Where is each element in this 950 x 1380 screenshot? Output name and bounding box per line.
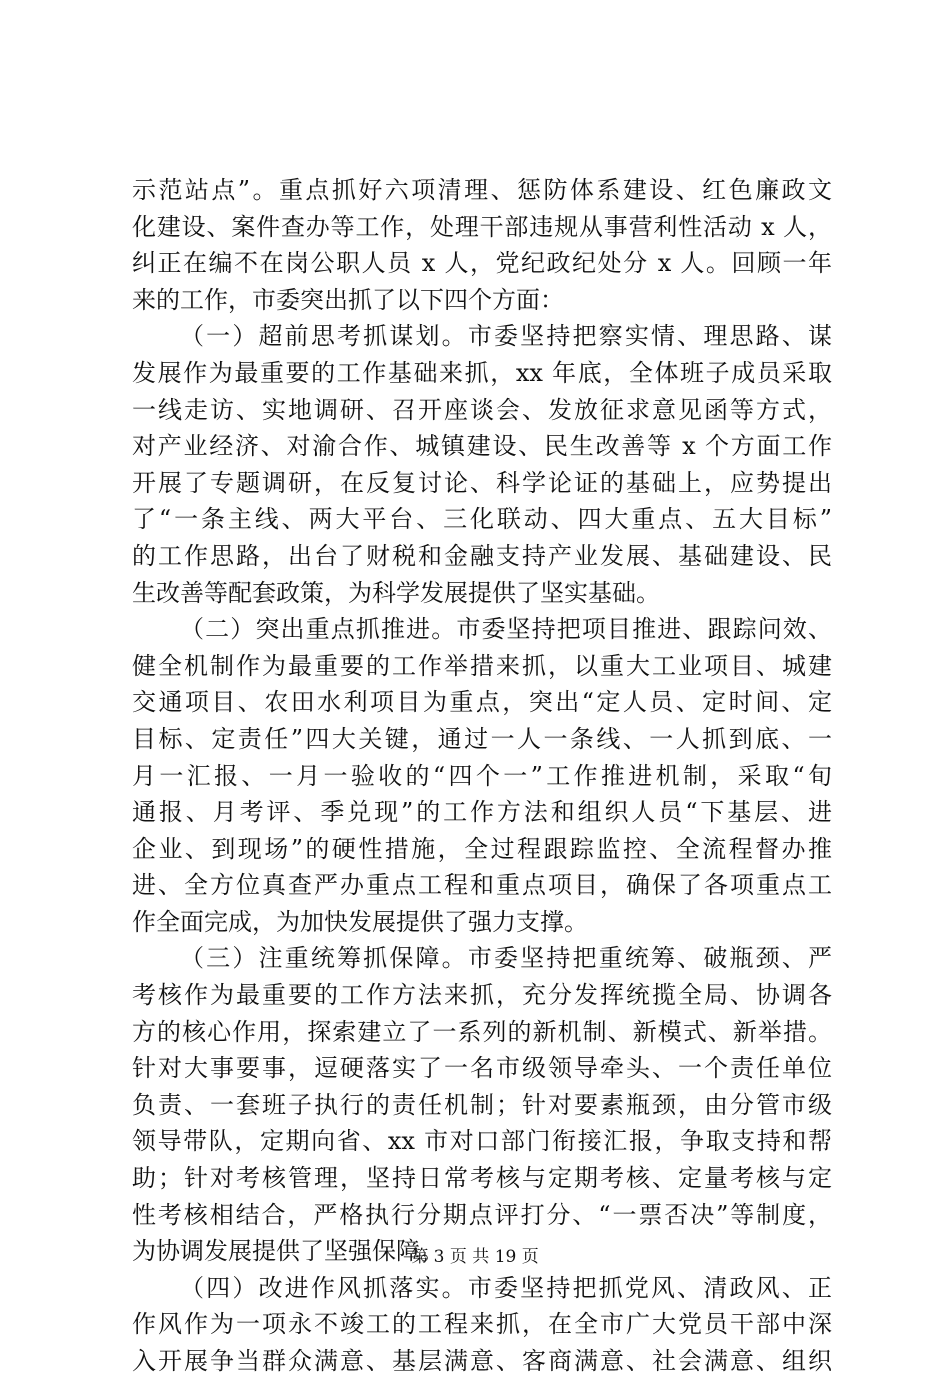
text-line: 为协调发展提供了坚强保障。	[132, 1237, 444, 1266]
text-line: 入开展争当群众满意、基层满意、客商满意、社会满意、组织	[132, 1347, 832, 1375]
text-line: 示范站点”。重点抓好六项清理、惩防体系建设、红色廉政文	[132, 176, 832, 204]
paragraph	[132, 940, 832, 1269]
text-line: 通报、月考评、季兑现”的工作方法和组织人员“下基层、进	[132, 798, 832, 827]
text-line: 负责、一套班子执行的责任机制；针对要素瓶颈，由分管市级	[132, 1090, 832, 1119]
text-line: 纠正在编不在岗公职人员 x 人，党纪政纪处分 x 人。回顾一年	[132, 249, 832, 278]
text-line: 交通项目、农田水利项目为重点，突出“定人员、定时间、定	[132, 688, 832, 717]
document-body	[132, 172, 832, 1380]
text-line: 目标、定责任”四大关键，通过一人一条线、一人抓到底、一	[132, 724, 832, 753]
paragraph	[132, 611, 832, 940]
text-line: 的工作思路，出台了财税和金融支持产业发展、基础建设、民	[132, 541, 832, 570]
text-line: 月一汇报、一月一验收的“四个一”工作推进机制，采取“旬	[132, 761, 832, 790]
paragraph	[132, 172, 832, 318]
text-line: 方的核心作用，探索建立了一系列的新机制、新模式、新举措。	[132, 1017, 832, 1046]
text-line: （一）超前思考抓谋划。市委坚持把察实情、理思路、谋	[180, 322, 832, 351]
text-line: 领导带队，定期向省、xx 市对口部门衔接汇报，争取支持和帮	[132, 1127, 832, 1156]
text-line: 发展作为最重要的工作基础来抓，xx 年底，全体班子成员采取	[132, 358, 832, 387]
text-line: 开展了专题调研，在反复讨论、科学论证的基础上，应势提出	[132, 468, 832, 497]
text-line: 了“一条主线、两大平台、三化联动、四大重点、五大目标”	[132, 505, 832, 534]
text-line: （三）注重统筹抓保障。市委坚持把重统筹、破瓶颈、严	[180, 944, 832, 973]
paragraph	[132, 1270, 832, 1380]
text-line: 一线走访、实地调研、召开座谈会、发放征求意见函等方式，	[132, 395, 832, 424]
text-line: 来的工作，市委突出抓了以下四个方面：	[132, 285, 564, 314]
text-line: 对产业经济、对渝合作、城镇建设、民生改善等 x 个方面工作	[132, 432, 832, 461]
text-line: 考核作为最重要的工作方法来抓，充分发挥统揽全局、协调各	[132, 981, 832, 1010]
text-line: 健全机制作为最重要的工作举措来抓，以重大工业项目、城建	[132, 651, 832, 680]
text-line: 作全面完成，为加快发展提供了强力支撑。	[132, 907, 588, 936]
text-line: 针对大事要事，逗硬落实了一名市级领导牵头、一个责任单位	[132, 1054, 832, 1083]
text-line: 助；针对考核管理，坚持日常考核与定期考核、定量考核与定	[132, 1164, 832, 1193]
page-footer: 第 3 页 共 19 页	[411, 1247, 539, 1267]
text-line: 化建设、案件查办等工作，处理干部违规从事营利性活动 x 人，	[132, 212, 832, 241]
text-line: （四）改进作风抓落实。市委坚持把抓党风、清政风、正	[180, 1273, 832, 1302]
text-line: 性考核相结合，严格执行分期点评打分、“一票否决”等制度，	[132, 1200, 832, 1229]
text-line: 进、全方位真查严办重点工程和重点项目，确保了各项重点工	[132, 871, 832, 900]
text-line: （二）突出重点抓推进。市委坚持把项目推进、跟踪问效、	[180, 615, 832, 644]
text-line: 企业、到现场”的硬性措施，全过程跟踪监控、全流程督办推	[132, 834, 832, 863]
text-line: 生改善等配套政策，为科学发展提供了坚实基础。	[132, 578, 660, 607]
text-line: 作风作为一项永不竣工的工程来抓，在全市广大党员干部中深	[132, 1310, 832, 1339]
paragraph	[132, 318, 832, 611]
